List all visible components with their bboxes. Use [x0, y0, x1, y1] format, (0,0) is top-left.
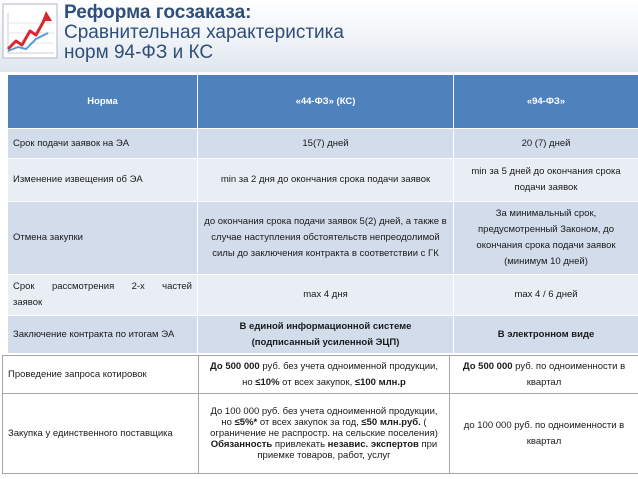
row-94fz: min за 5 дней до окончания срока подачи заявок [454, 159, 638, 202]
text-part: ( ограничение не распростр. на сельские поселения) [210, 417, 438, 439]
row-44fz [199, 394, 450, 474]
obligation-bold: Обязанность [210, 439, 273, 450]
row-44fz-line-1: В единой информационной системе [239, 320, 412, 332]
percent-bold: ≤10% [255, 376, 280, 388]
text-part: руб. по одноименности в квартал [512, 360, 626, 388]
limit-bold: ≤100 млн.р [354, 376, 406, 388]
row-94fz: max 4 / 6 дней [454, 275, 638, 316]
row-94fz: до 100 000 руб. по одноименности в квартал [450, 394, 638, 474]
row-norm: Отмена закупки [8, 202, 198, 275]
comparison-table [7, 74, 638, 354]
row-norm: Заключение контракта по итогам ЭА [8, 316, 198, 354]
growth-chart-icon [2, 3, 58, 59]
row-44fz: max 4 дня [198, 275, 454, 316]
title-line-2: Сравнительная характеристика [64, 22, 344, 43]
row-norm: Проведение запроса котировок [3, 356, 199, 394]
table-row [3, 394, 638, 474]
row-44fz-line-2: (подписанный усиленной ЭЦП) [251, 336, 400, 348]
table-row [8, 316, 638, 354]
text-part: от всех закупок за год, [257, 417, 362, 428]
header-94fz: «94-ФЗ» [454, 75, 638, 129]
header-44fz: «44-ФЗ» (КС) [198, 75, 454, 129]
percent-bold: ≤5%* [234, 417, 258, 428]
row-norm: Срок подачи заявок на ЭА [8, 129, 198, 159]
table-row [8, 159, 638, 202]
amount-bold: До 500 000 [462, 360, 513, 372]
row-44fz: min за 2 дня до окончания срока подачи заявок [198, 159, 454, 202]
text-part: при приемке товаров, работ, услуг [257, 439, 438, 461]
table-row [8, 129, 638, 159]
amount-bold: До 500 000 [210, 360, 260, 372]
row-94fz: В электронном виде [454, 316, 638, 354]
table-row [3, 356, 638, 394]
row-94fz: 20 (7) дней [454, 129, 638, 159]
table-row [8, 202, 638, 275]
row-44fz: до окончания срока подачи заявок 5(2) дней, а также в случае наступления обстоятельств непреодолимой силы до заключения контракта в соответствии с ГК [198, 202, 454, 275]
row-norm-line-1: Срок рассмотрения 2-х частей [13, 281, 192, 292]
title-line-3: норм 94-ФЗ и КС [64, 42, 214, 63]
table-row [8, 275, 638, 316]
experts-bold: независ. экспертов [327, 439, 419, 450]
page-title [64, 3, 344, 63]
row-44fz: 15(7) дней [198, 129, 454, 159]
header-norm: Норма [8, 75, 198, 129]
row-norm: Изменение извещения об ЭА [8, 159, 198, 202]
row-44fz [198, 316, 454, 354]
row-norm: Закупка у единственного поставщика [3, 394, 199, 474]
row-norm-line-2: заявок [13, 297, 43, 308]
text-part: привлекать [272, 439, 328, 450]
row-44fz [199, 356, 450, 394]
title-line-1: Реформа госзаказа: [64, 2, 252, 23]
slide-header [0, 0, 638, 72]
text-part: До 100 000 руб. без учета одноименной продукции, но [210, 406, 438, 428]
table-header-row [8, 75, 638, 129]
extra-comparison-table [2, 355, 638, 474]
row-norm [8, 275, 198, 316]
row-94fz: За минимальный срок, предусмотренный Законом, до окончания срока подачи заявок (минимум 10 дней) [454, 202, 638, 275]
row-94fz [450, 356, 638, 394]
text-part: от всех закупок, [279, 376, 355, 388]
text-part: руб. без учета одноименной продукции, но [242, 360, 438, 388]
limit-bold: ≤50 млн.руб. [361, 417, 421, 428]
